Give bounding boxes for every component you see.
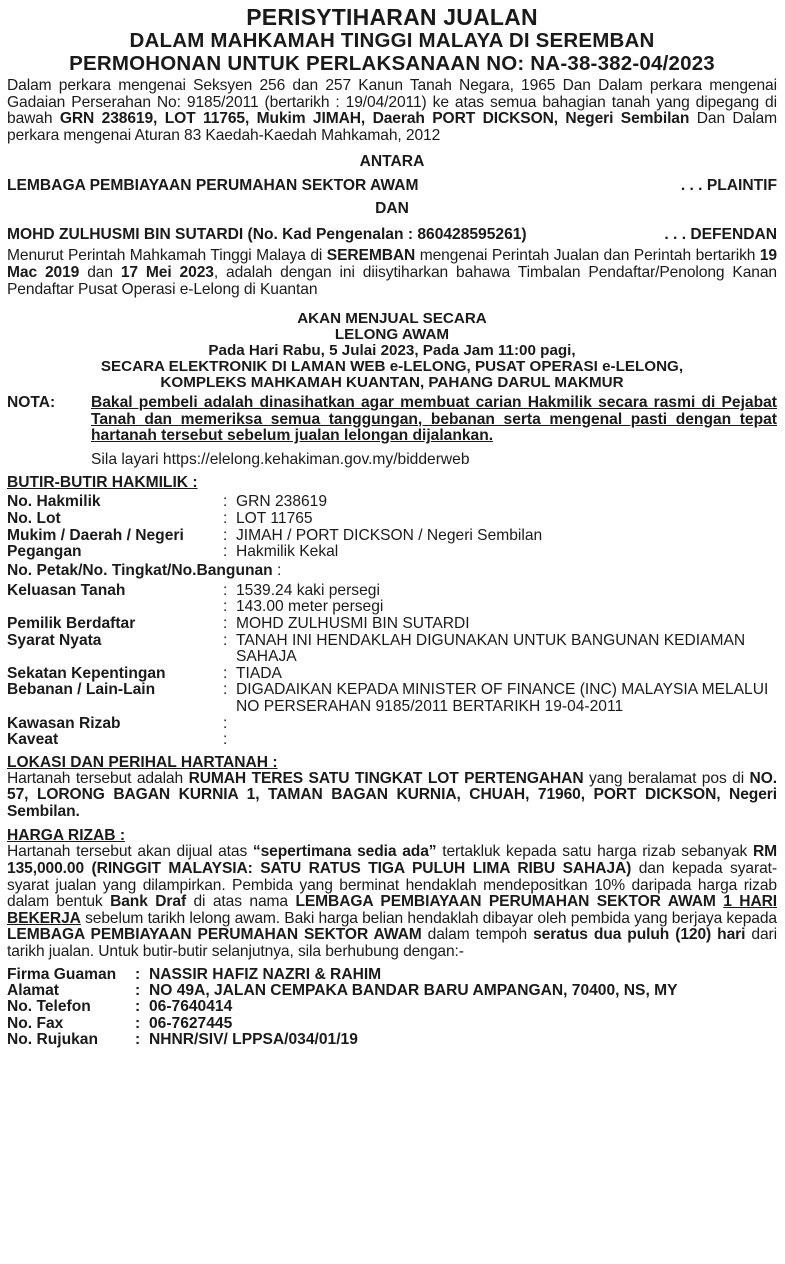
title-detail-row — [7, 494, 542, 511]
firm-value: 06-7640414 — [149, 998, 233, 1016]
detail-value — [236, 732, 777, 749]
order-court: SEREMBAN — [326, 247, 416, 265]
sale-date-time: Pada Hari Rabu, 5 Julai 2023, Pada Jam 11:00 pagi, — [208, 342, 576, 360]
detail-label: Mukim / Daerah / Negeri — [7, 526, 184, 544]
defendant-role: . . . DEFENDAN — [664, 226, 777, 244]
title-detail-row — [7, 528, 542, 545]
detail-label: Pemilik Berdaftar — [7, 614, 136, 632]
detail-colon: : — [223, 543, 228, 561]
detail-colon: : — [223, 526, 228, 544]
order-date-1: 19 Mac 2019 — [7, 247, 777, 281]
detail-value: Hakmilik Kekal — [236, 543, 339, 561]
detail-value: 143.00 meter persegi — [236, 598, 384, 616]
reserve-heading: HARGA RIZAB : — [7, 827, 126, 845]
detail-label: Sekatan Kepentingan — [7, 664, 166, 682]
detail-value: 1539.24 kaki persegi — [236, 581, 380, 599]
title-detail-row — [7, 583, 777, 600]
reserve-text-8: dari tarikh jualan. Untuk butir-butir selanjutnya, sila berhubung dengan:- — [7, 926, 777, 961]
firm-colon: : — [135, 1031, 141, 1049]
court-title: DALAM MAHKAMAH TINGGI MALAYA DI SEREMBAN — [129, 29, 655, 52]
sale-line-1: AKAN MENJUAL SECARA — [297, 310, 487, 328]
detail-label: No. Hakmilik — [7, 493, 101, 511]
petak-colon: : — [272, 561, 282, 579]
reserve-payee-2: LEMBAGA PEMBIAYAAN PERUMAHAN SEKTOR AWAM — [7, 926, 422, 944]
firm-label: No. Telefon — [7, 998, 91, 1016]
detail-label — [7, 599, 223, 616]
firm-value: 06-7627445 — [149, 1014, 233, 1032]
detail-value: MOHD ZULHUSMI BIN SUTARDI — [236, 614, 470, 632]
plaintiff-row — [7, 177, 777, 194]
detail-colon: : — [223, 509, 228, 527]
order-text-1: Menurut Perintah Mahkamah Tinggi Malaya di — [7, 247, 327, 265]
order-text-3: dan — [79, 263, 121, 281]
title-detail-row — [7, 716, 777, 733]
title-detail-row — [7, 666, 777, 683]
firm-row — [7, 999, 678, 1015]
title-details-table — [7, 494, 542, 560]
firm-label: Firma Guaman — [7, 965, 117, 983]
bidder-web-link[interactable]: Sila layari https://elelong.kehakiman.gov.my/bidderweb — [91, 451, 470, 469]
nota-text: Bakal pembeli adalah dinasihatkan agar membuat carian Hakmilik secara rasmi di Pejabat Tanah dan memeriksa semua tanggungan, bebanan serta mengenal pasti dengan tepat hartanah tersebut sebelum jualan lelongan dijalankan. — [91, 394, 777, 444]
location-paragraph — [7, 771, 777, 821]
order-text-4: , adalah dengan ini diisytiharkan bahawa Timbalan Pendaftar/Penolong Kanan Pendaftar Pusat Operasi e-Lelong di Kuantan — [7, 263, 777, 298]
law-firm-table — [7, 967, 678, 1049]
nota-block — [7, 395, 777, 444]
title-detail-row — [7, 633, 777, 666]
reserve-text-2: tertakluk kepada satu harga rizab sebanyak — [436, 843, 753, 861]
dan-label: DAN — [375, 200, 409, 218]
location-text-1: Hartanah tersebut adalah — [7, 769, 189, 787]
petak-label: No. Petak/No. Tingkat/No.Bangunan — [7, 561, 273, 579]
detail-colon: : — [223, 493, 228, 511]
detail-label: Kaveat — [7, 731, 59, 749]
title-detail-row — [7, 616, 777, 633]
reserve-deadline: 1 HARI BEKERJA — [7, 893, 777, 927]
firm-row — [7, 1016, 678, 1032]
property-address: NO. 57, LORONG BAGAN KURNIA 1, TAMAN BAGAN KURNIA, CHUAH, 71960, PORT DICKSON, Negeri Sembilan. — [7, 769, 777, 820]
reserve-payee-1: LEMBAGA PEMBIAYAAN PERUMAHAN SEKTOR AWAM — [295, 893, 716, 911]
reserve-text-1: Hartanah tersebut akan dijual atas — [7, 843, 253, 861]
reserve-text-4: di atas nama — [186, 893, 296, 911]
detail-colon: : — [223, 631, 228, 649]
plaintiff-role: . . . PLAINTIF — [680, 177, 777, 195]
title-detail-row — [7, 732, 777, 749]
title-detail-row — [7, 599, 777, 616]
detail-label: Kawasan Rizab — [7, 714, 121, 732]
title-details-table-2 — [7, 583, 777, 749]
firm-value: NHNR/SIV/ LPPSA/034/01/19 — [149, 1031, 358, 1049]
sale-venue-1: SECARA ELEKTRONIK DI LAMAN WEB e-LELONG, PUSAT OPERASI e-LELONG, — [100, 358, 684, 376]
detail-colon: : — [223, 731, 228, 749]
order-text-2: mengenai Perintah Jualan dan Perintah bertarikh — [415, 247, 760, 265]
detail-colon: : — [223, 581, 228, 599]
firm-colon: : — [135, 982, 141, 1000]
detail-label: Syarat Nyata — [7, 631, 102, 649]
firm-label: No. Fax — [7, 1014, 64, 1032]
firm-value: NASSIR HAFIZ NAZRI & RAHIM — [149, 965, 382, 983]
reserve-period: seratus dua puluh (120) hari — [533, 926, 746, 944]
detail-colon: : — [223, 598, 228, 616]
detail-label: No. Lot — [7, 509, 61, 527]
firm-row — [7, 967, 678, 983]
firm-colon: : — [135, 998, 141, 1016]
reserve-bank-draft: Bank Draf — [110, 893, 187, 911]
firm-label: Alamat — [7, 982, 59, 1000]
detail-value: GRN 238619 — [236, 493, 328, 511]
title-detail-row — [7, 544, 542, 561]
firm-row — [7, 1032, 678, 1048]
application-number: PERMOHONAN UNTUK PERLAKSANAAN NO: NA-38-382-04/2023 — [69, 52, 715, 75]
title-details-heading: BUTIR-BUTIR HAKMILIK : — [7, 474, 198, 492]
detail-value — [236, 716, 777, 733]
detail-label: Bebanan / Lain-Lain — [7, 681, 156, 699]
antara-label: ANTARA — [359, 153, 425, 171]
detail-value: TANAH INI HENDAKLAH DIGUNAKAN UNTUK BANGUNAN KEDIAMAN SAHAJA — [236, 631, 746, 666]
title-detail-row — [7, 511, 542, 528]
property-type: RUMAH TERES SATU TINGKAT LOT PERTENGAHAN — [188, 769, 584, 787]
reserve-text-7: dalam tempoh — [421, 926, 534, 944]
firm-label: No. Rujukan — [7, 1031, 98, 1049]
intro-property-ref: GRN 238619, LOT 11765, Mukim JIMAH, Daerah PORT DICKSON, Negeri Sembilan — [59, 110, 690, 128]
firm-colon: : — [135, 1014, 141, 1032]
detail-colon: : — [223, 681, 228, 699]
detail-value: JIMAH / PORT DICKSON / Negeri Sembilan — [236, 526, 543, 544]
reserve-as-is: “sepertimana sedia ada” — [252, 843, 437, 861]
firm-colon: : — [135, 965, 141, 983]
detail-colon: : — [223, 614, 228, 632]
firm-value: NO 49A, JALAN CEMPAKA BANDAR BARU AMPANGAN, 70400, NS, MY — [149, 982, 678, 1000]
reserve-price: RM 135,000.00 (RINGGIT MALAYSIA: SATU RATUS TIGA PULUH LIMA RIBU SAHAJA) — [7, 843, 778, 878]
location-text-2: yang beralamat pos di — [583, 769, 750, 787]
intro-text-2: Dan Dalam perkara mengenai Aturan 83 Kaedah-Kaedah Mahkamah, 2012 — [7, 110, 777, 144]
intro-paragraph — [7, 78, 777, 144]
location-heading: LOKASI DAN PERIHAL HARTANAH : — [7, 753, 278, 771]
detail-colon: : — [223, 714, 228, 732]
reserve-text-6: sebelum tarikh lelong awam. Baki harga belian hendaklah dibayar oleh pembida yang berjaya kepada — [80, 909, 777, 927]
plaintiff-name: LEMBAGA PEMBIAYAAN PERUMAHAN SEKTOR AWAM — [7, 177, 419, 195]
detail-label: Keluasan Tanah — [7, 581, 126, 599]
detail-value: LOT 11765 — [236, 509, 313, 527]
notice-title: PERISYTIHARAN JUALAN — [246, 4, 538, 30]
reserve-text-3: dan kepada syarat-syarat jualan yang dilampirkan. Pembida yang berminat hendaklah mendepositkan 10% daripada harga rizab dalam bentuk — [7, 860, 777, 911]
sale-line-2: LELONG AWAM — [334, 326, 450, 344]
detail-colon: : — [223, 664, 228, 682]
detail-value: DIGADAIKAN KEPADA MINISTER OF FINANCE (INC) MALAYSIA MELALUI NO PERSERAHAN 9185/2011 BERTARIKH 19-04-2011 — [236, 681, 769, 715]
reserve-paragraph — [7, 844, 777, 960]
sale-block — [7, 311, 777, 391]
title-detail-row — [7, 682, 777, 715]
petak-row — [7, 562, 777, 579]
defendant-row — [7, 226, 777, 243]
intro-text-1: Dalam perkara mengenai Seksyen 256 dan 257 Kanun Tanah Negara, 1965 Dan Dalam perkara mengenai Gadaian Perserahan No: 9185/2011 (bertarikh : 19/04/2011) ke atas semua bahagian tanah yang dipegang di bawah — [7, 77, 777, 128]
detail-value: TIADA — [236, 664, 282, 682]
detail-label: Pegangan — [7, 543, 82, 561]
defendant-name: MOHD ZULHUSMI BIN SUTARDI (No. Kad Pengenalan : 860428595261) — [7, 226, 527, 244]
order-date-2: 17 Mei 2023 — [120, 263, 214, 281]
nota-label: NOTA: — [7, 394, 56, 412]
order-paragraph — [7, 248, 777, 298]
firm-row — [7, 983, 678, 999]
sale-venue-2: KOMPLEKS MAHKAMAH KUANTAN, PAHANG DARUL MAKMUR — [160, 374, 624, 392]
